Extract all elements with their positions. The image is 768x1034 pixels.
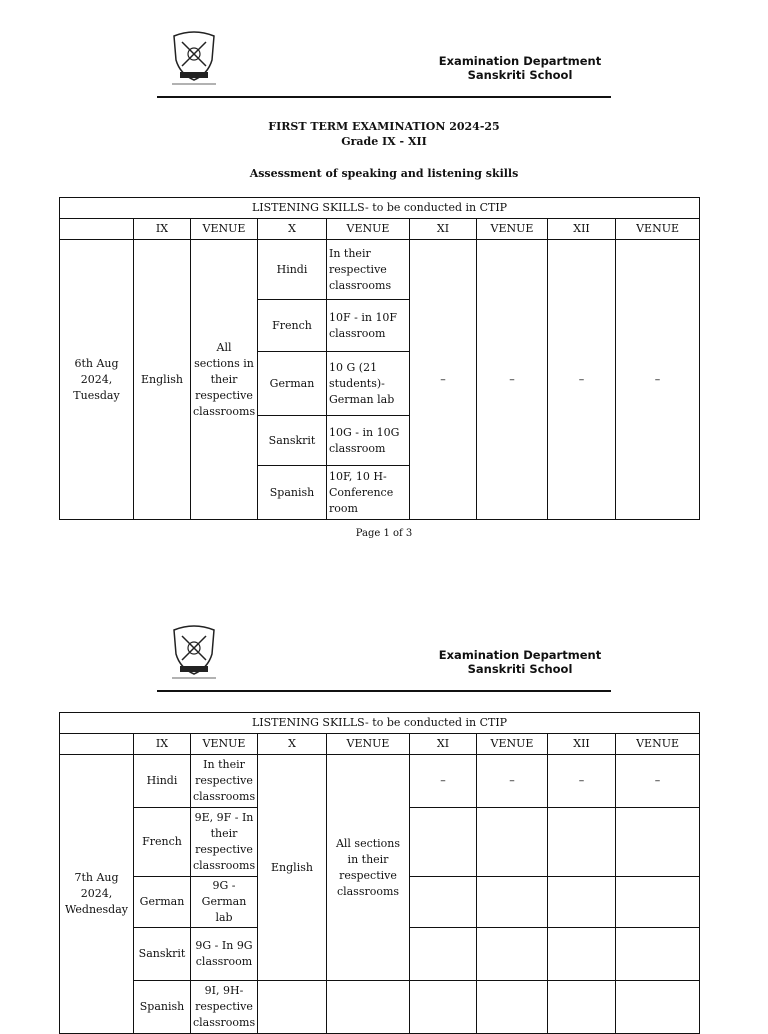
- table-caption: LISTENING SKILLS- to be conducted in CTIP: [60, 713, 700, 734]
- x-subject-cell: Spanish: [258, 466, 327, 520]
- xi-venue-cell: [477, 877, 548, 928]
- school-crest-icon: [168, 30, 220, 88]
- xi-venue-cell: –: [477, 240, 548, 520]
- xii-cell: [548, 808, 616, 877]
- x-venue-cell: 10G - in 10G classroom: [327, 416, 410, 466]
- column-header-xi: XI: [410, 219, 477, 240]
- xii-cell: –: [548, 755, 616, 808]
- column-header-ix: IX: [134, 734, 191, 755]
- x-venue-cell: 10F - in 10F classroom: [327, 300, 410, 352]
- x-subject-cell: English: [258, 755, 327, 981]
- school-name: Sanskriti School: [467, 68, 573, 82]
- x-venue-cell: 10 G (21 students)- German lab: [327, 352, 410, 416]
- column-header-x: X: [258, 219, 327, 240]
- xi-venue-cell: [477, 981, 548, 1034]
- xii-venue-cell: [616, 808, 700, 877]
- ix-venue-cell: In their respective classrooms: [191, 755, 258, 808]
- xi-venue-cell: –: [477, 755, 548, 808]
- xii-cell: [548, 981, 616, 1034]
- ix-venue-cell: 9E, 9F - In their respective classrooms: [191, 808, 258, 877]
- header-divider: [157, 96, 611, 98]
- x-subject-cell: Hindi: [258, 240, 327, 300]
- ix-subject-cell: French: [134, 808, 191, 877]
- xii-venue-cell: –: [616, 755, 700, 808]
- column-header-x-venue: VENUE: [327, 734, 410, 755]
- xi-cell: –: [410, 755, 477, 808]
- department-name: Examination Department: [438, 54, 602, 68]
- xii-venue-cell: [616, 877, 700, 928]
- ix-subject-cell: Sanskrit: [134, 928, 191, 981]
- column-header-ix-venue: VENUE: [191, 219, 258, 240]
- ix-subject-cell: Spanish: [134, 981, 191, 1034]
- column-header-blank: [60, 219, 134, 240]
- school-name: Sanskriti School: [467, 662, 573, 676]
- table-row: [60, 755, 700, 808]
- ix-subject-cell: English: [134, 240, 191, 520]
- ix-venue-cell: All sections in their respective classrooms: [191, 240, 258, 520]
- ix-subject-cell: Hindi: [134, 755, 191, 808]
- xi-cell: –: [410, 240, 477, 520]
- column-header-xi-venue: VENUE: [477, 219, 548, 240]
- date-cell: 6th Aug 2024, Tuesday: [60, 240, 134, 520]
- schedule-table-day1: [59, 197, 700, 520]
- schedule-table-day2: [59, 712, 700, 1034]
- ix-venue-cell: 9G - In 9G classroom: [191, 928, 258, 981]
- xii-venue-cell: –: [616, 240, 700, 520]
- x-venue-cell: [327, 981, 410, 1034]
- xi-cell: [410, 808, 477, 877]
- column-header-xii-venue: VENUE: [616, 734, 700, 755]
- xi-cell: [410, 877, 477, 928]
- column-header-xi-venue: VENUE: [477, 734, 548, 755]
- xii-cell: –: [548, 240, 616, 520]
- ix-venue-cell: 9I, 9H- respective classrooms: [191, 981, 258, 1034]
- xii-venue-cell: [616, 928, 700, 981]
- x-subject-cell: German: [258, 352, 327, 416]
- header-department-block: [420, 648, 620, 676]
- table-row: [60, 240, 700, 300]
- column-header-xii-venue: VENUE: [616, 219, 700, 240]
- grade-range: Grade IX - XII: [341, 135, 427, 148]
- header-department-block: [420, 54, 620, 82]
- department-name: Examination Department: [438, 648, 602, 662]
- exam-title: FIRST TERM EXAMINATION 2024-25: [268, 120, 500, 133]
- column-header-x-venue: VENUE: [327, 219, 410, 240]
- column-header-ix: IX: [134, 219, 191, 240]
- column-header-xi: XI: [410, 734, 477, 755]
- xi-cell: [410, 981, 477, 1034]
- ix-subject-cell: German: [134, 877, 191, 928]
- date-cell: 7th Aug 2024, Wednesday: [60, 755, 134, 1034]
- column-header-ix-venue: VENUE: [191, 734, 258, 755]
- header-divider: [157, 690, 611, 692]
- table-caption: LISTENING SKILLS- to be conducted in CTIP: [60, 198, 700, 219]
- page-2: [0, 600, 768, 1029]
- xii-cell: [548, 877, 616, 928]
- xii-cell: [548, 928, 616, 981]
- x-subject-cell: Sanskrit: [258, 416, 327, 466]
- column-header-x: X: [258, 734, 327, 755]
- x-venue-cell: In their respective classrooms: [327, 240, 410, 300]
- page-number: Page 1 of 3: [355, 528, 413, 539]
- x-subject-cell: French: [258, 300, 327, 352]
- ix-venue-cell: 9G - German lab: [191, 877, 258, 928]
- xi-venue-cell: [477, 808, 548, 877]
- x-venue-cell: All sections in their respective classrooms: [327, 755, 410, 981]
- table-row: [60, 981, 700, 1034]
- assessment-title: Assessment of speaking and listening skills: [249, 167, 519, 180]
- xi-cell: [410, 928, 477, 981]
- xii-venue-cell: [616, 981, 700, 1034]
- column-header-xii: XII: [548, 219, 616, 240]
- xi-venue-cell: [477, 928, 548, 981]
- school-crest-icon: [168, 624, 220, 682]
- x-venue-cell: 10F, 10 H- Conference room: [327, 466, 410, 520]
- x-subject-cell: [258, 981, 327, 1034]
- column-header-xii: XII: [548, 734, 616, 755]
- column-header-blank: [60, 734, 134, 755]
